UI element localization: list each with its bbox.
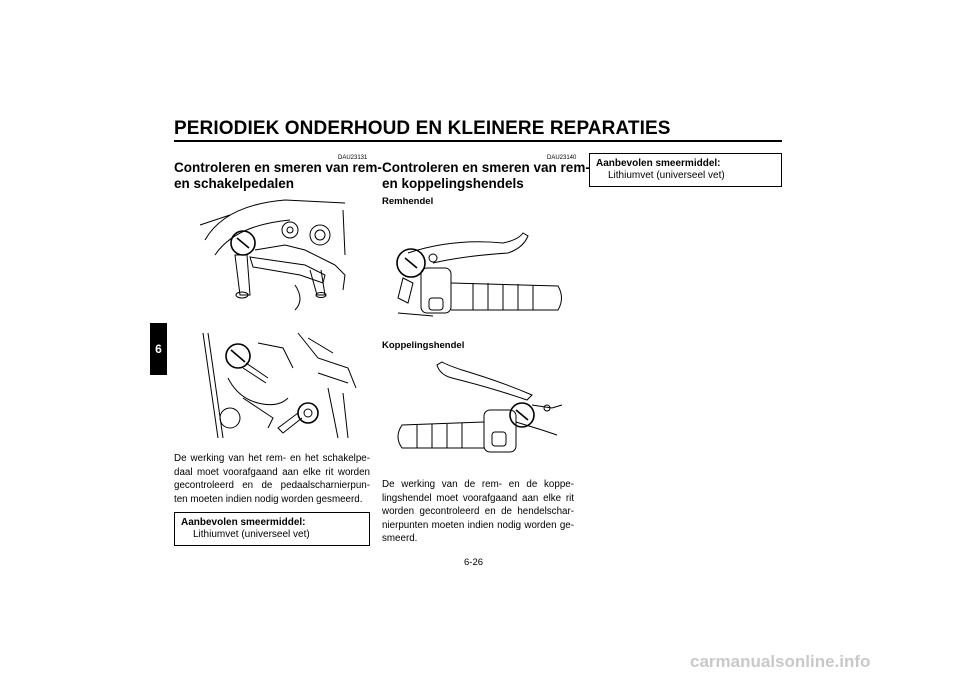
section-title-levers [382, 160, 590, 192]
title-line: en schakelpedalen [174, 176, 295, 191]
lubricant-box-pedals [174, 512, 370, 546]
brake-lever-illustration [393, 228, 571, 328]
text-line: De werking van het rem- en het schakelpe- [174, 453, 370, 464]
lubricant-value: Lithiumvet (universeel vet) [608, 170, 725, 181]
text-line: ten moeten indien nodig worden gesmeerd. [174, 493, 363, 505]
brake-lever-label: Remhendel [382, 196, 434, 207]
section-title-pedals [174, 160, 382, 192]
text-line: De werking van de rem- en de koppe- [382, 479, 574, 490]
pedal-illustration-shift [198, 328, 360, 440]
title-line: Controleren en smeren van rem- [382, 160, 590, 175]
text-line: daal moet voorafgaand aan elke rit worden [174, 466, 370, 478]
section-code: DAU23140 [547, 155, 577, 161]
lubricant-label: Aanbevolen smeermiddel: [181, 517, 306, 528]
clutch-lever-illustration [392, 360, 570, 460]
text-line: gecontroleerd en de pedaalscharnierpun- [174, 480, 370, 491]
pedal-illustration-brake [195, 195, 360, 313]
header-rule [174, 140, 782, 142]
pedals-body-text [174, 452, 370, 506]
lubricant-box-levers [589, 153, 782, 187]
text-line: smeerd. [382, 533, 418, 544]
section-code: DAU23131 [338, 155, 368, 161]
levers-body-text [382, 478, 574, 546]
lubricant-label: Aanbevolen smeermiddel: [596, 158, 721, 169]
page-header: PERIODIEK ONDERHOUD EN KLEINERE REPARATIES [174, 118, 671, 139]
clutch-lever-label: Koppelingshendel [382, 340, 465, 351]
page-number: 6-26 [464, 557, 484, 568]
title-line: Controleren en smeren van rem- [174, 160, 382, 175]
text-line: lingshendel moet voorafgaand aan elke rit [382, 492, 574, 504]
chapter-tab: 6 [150, 323, 167, 375]
text-line: nierpunten moeten indien nodig worden ge- [382, 519, 574, 531]
lubricant-value: Lithiumvet (universeel vet) [193, 529, 310, 540]
watermark: carmanualsonline.info [690, 652, 871, 671]
title-line: en koppelingshendels [382, 176, 524, 191]
text-line: worden gecontroleerd en de hendelschar- [382, 506, 574, 517]
